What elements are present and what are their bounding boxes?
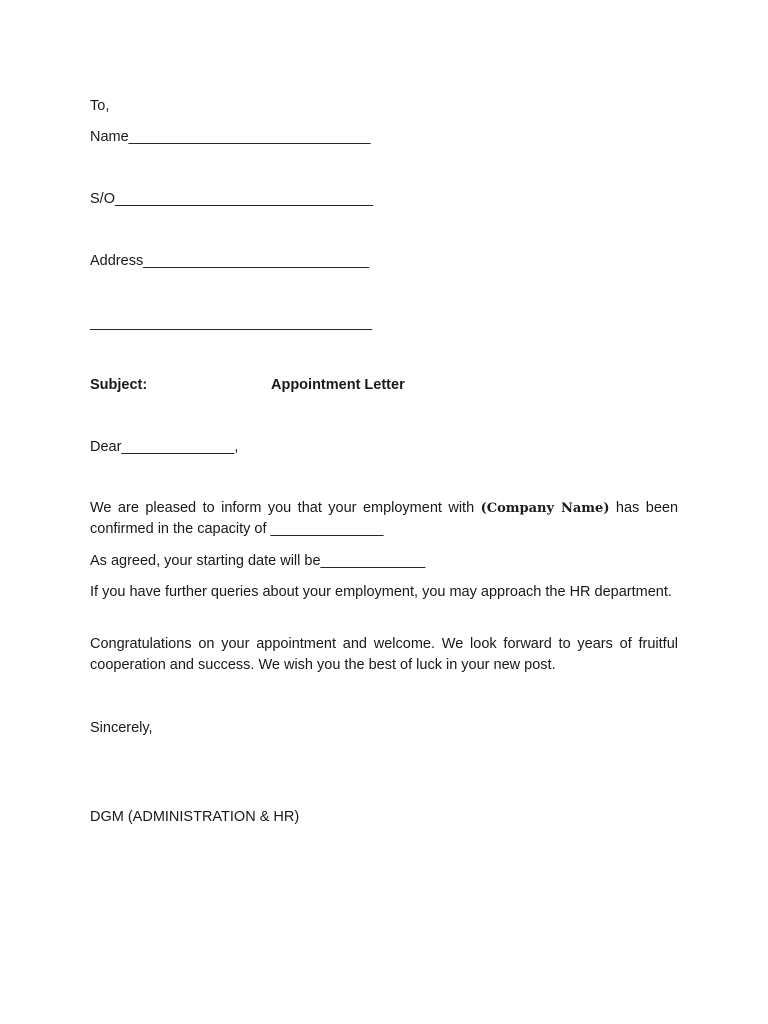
subject-value: Appointment Letter [271, 377, 405, 393]
to-line: To, [90, 98, 110, 114]
welcome-paragraph: Congratulations on your appointment and welcome. We look forward to years of fruitful cooperation and success. We wish you the best of luck in your new post. [90, 636, 678, 673]
queries-paragraph: If you have further queries about your employment, you may approach the HR department. [90, 584, 672, 600]
salutation-line: Dear______________, [90, 439, 239, 455]
address-line: Address____________________________ [90, 253, 369, 269]
so-line: S/O________________________________ [90, 191, 374, 207]
employment-paragraph [90, 498, 678, 540]
employment-text-start: We are pleased to inform you that your employment with [90, 500, 481, 516]
company-name-placeholder: (Company Name) [480, 501, 610, 516]
name-line: Name______________________________ [90, 129, 371, 145]
subject-label: Subject: [90, 377, 148, 393]
start-date-paragraph: As agreed, your starting date will be_____________ [90, 553, 426, 569]
signatory-line: DGM (ADMINISTRATION & HR) [90, 809, 300, 825]
closing-line: Sincerely, [90, 720, 153, 736]
address-line-2: ___________________________________ [90, 315, 373, 331]
employment-text-end: has been confirmed in the capacity of ______________ [90, 500, 679, 537]
